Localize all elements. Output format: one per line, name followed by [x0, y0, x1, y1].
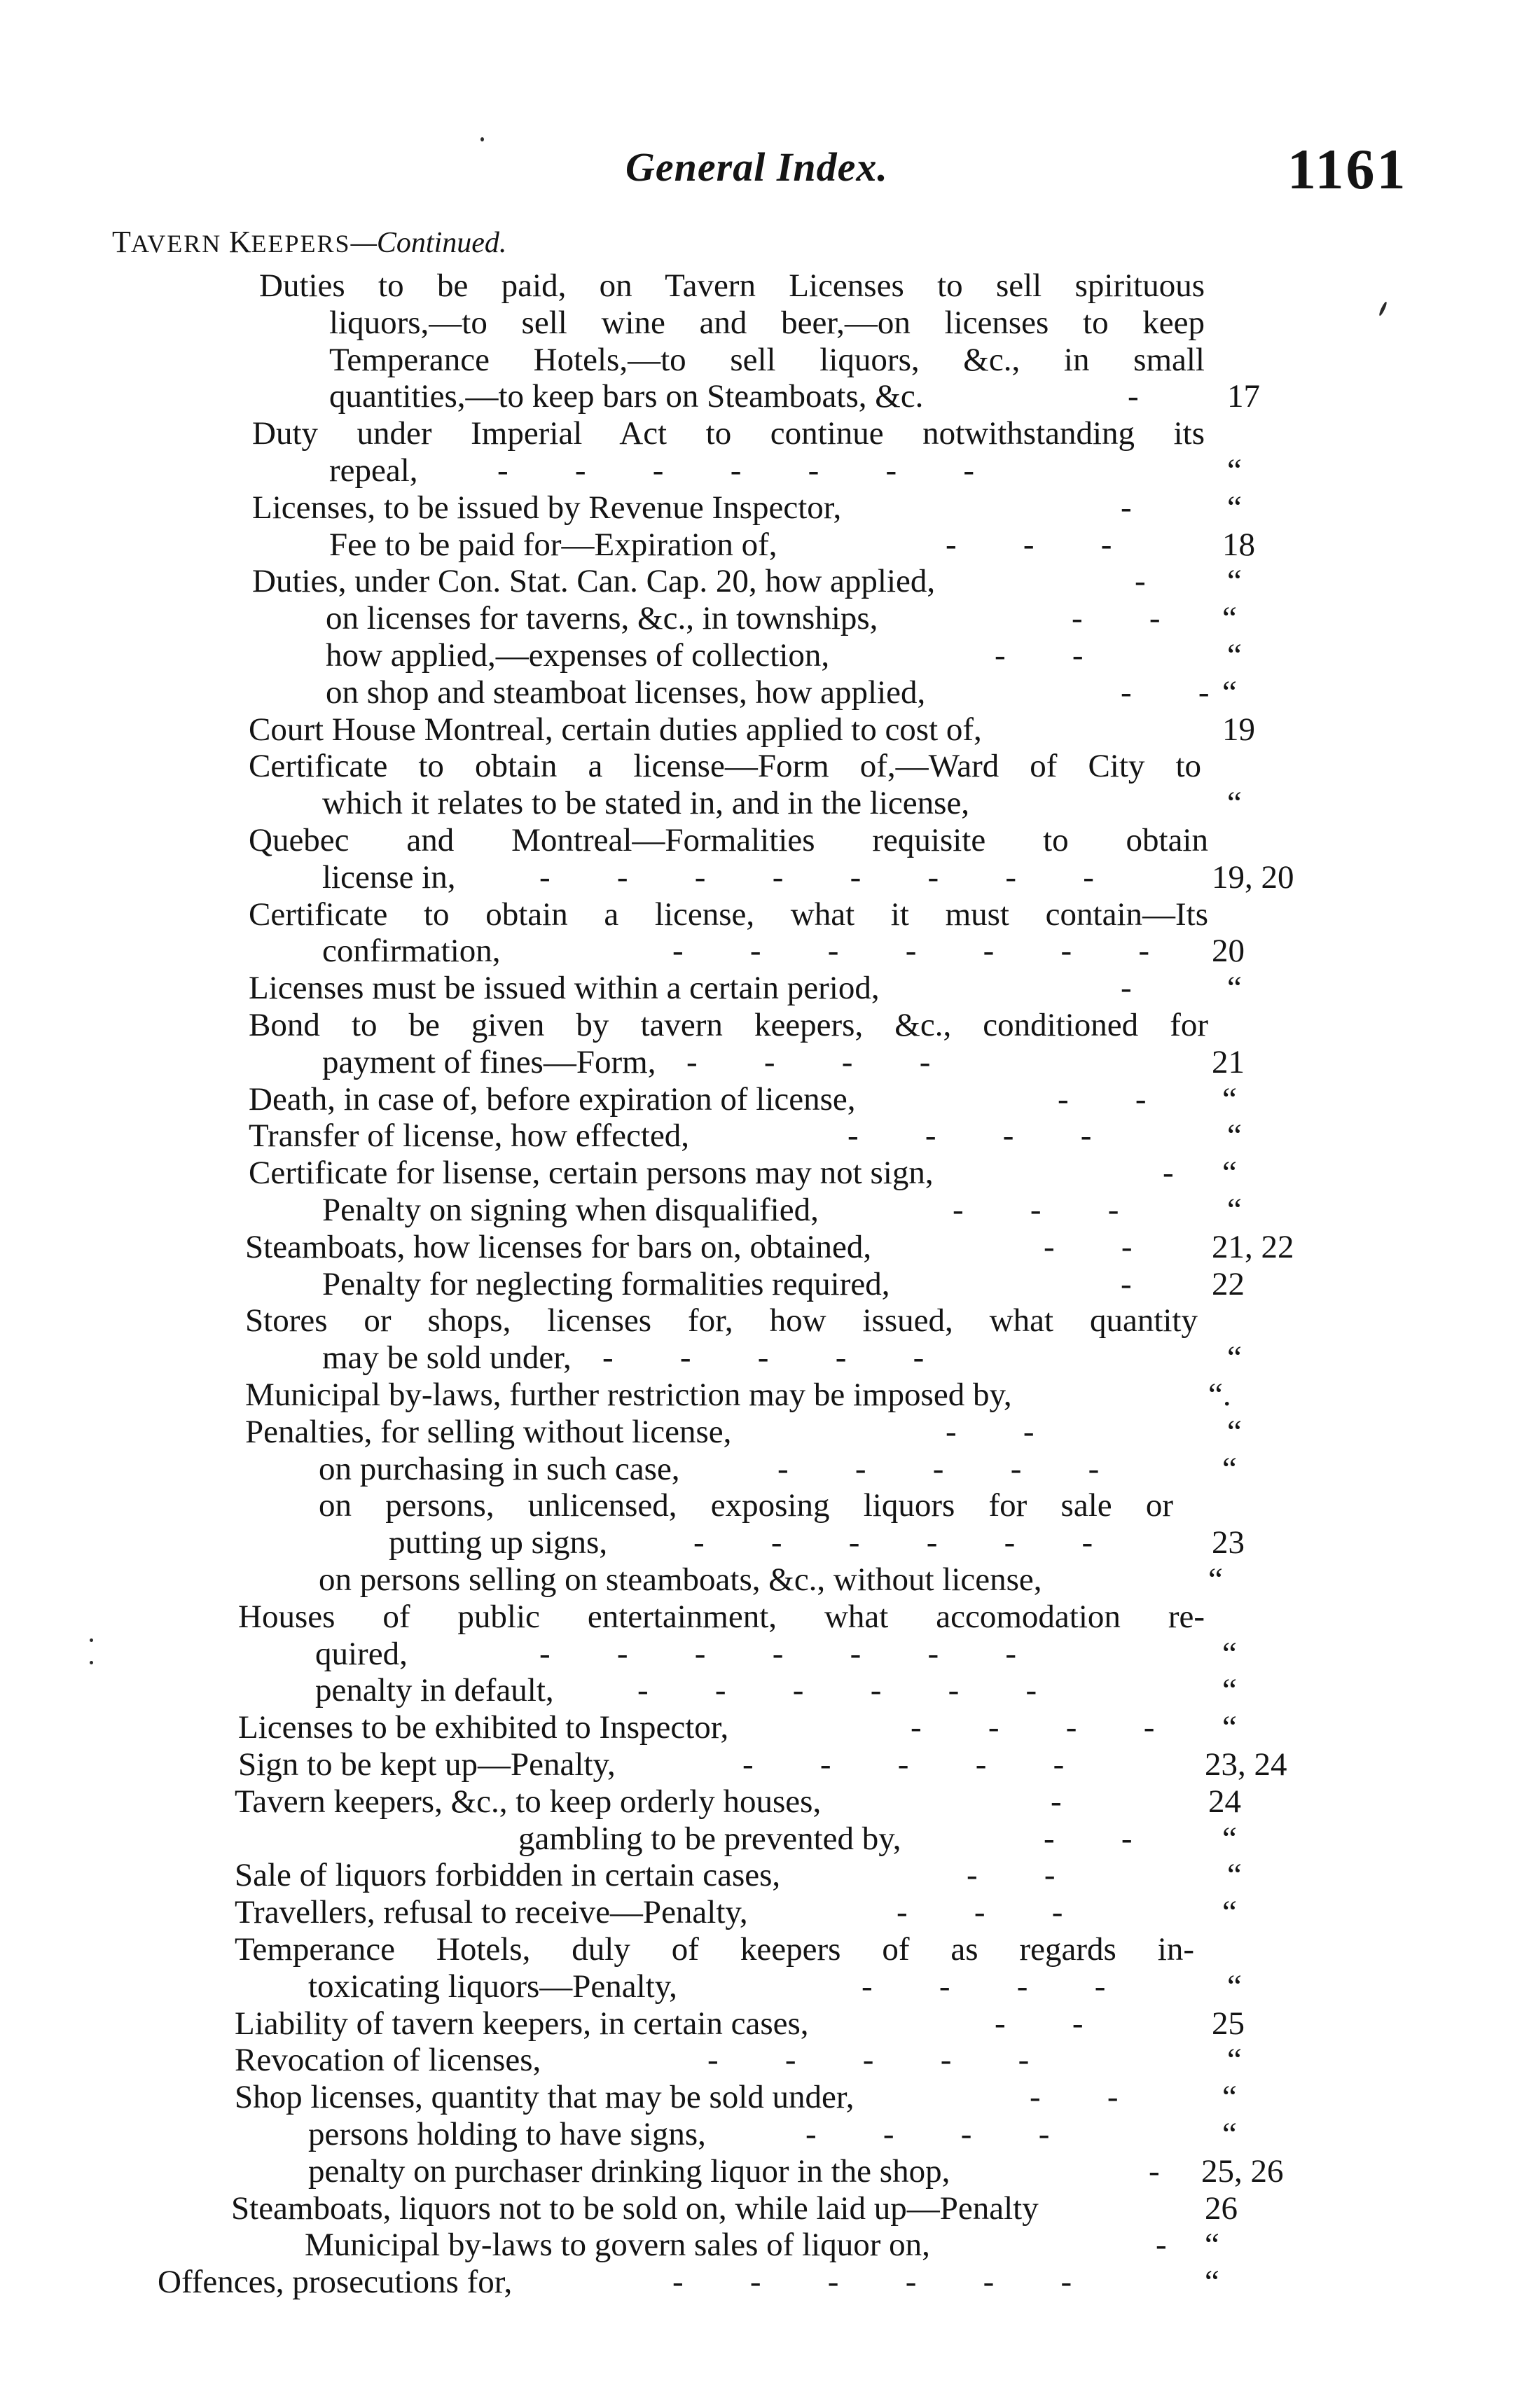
section-heading-smallcaps: TAVERN KEEPERS: [112, 225, 351, 259]
index-entry: [0, 859, 1529, 896]
entry-text: persons holding to have signs,: [308, 2116, 706, 2152]
entry-text: Steamboats, liquors not to be sold on, while laid up—Penalty: [231, 2190, 1039, 2227]
index-entry: [0, 1229, 1529, 1265]
entry-text: Penalties, for selling without license,: [245, 1413, 732, 1450]
entry-leader: -: [1121, 1265, 1132, 1302]
index-entry: [0, 933, 1529, 969]
entry-leader: - -: [946, 1413, 1035, 1450]
entry-text: putting up signs,: [389, 1524, 608, 1561]
entry-leader: -: [1128, 378, 1139, 415]
entry-text: Bond to be given by tavern keepers, &c., conditioned for: [249, 1007, 1208, 1043]
entry-leader: - -: [1030, 2079, 1119, 2116]
entry-page-ref: “: [1222, 1672, 1237, 1709]
entry-page-ref: “: [1222, 2116, 1237, 2152]
entry-leader: - - - - - - -: [539, 1635, 1017, 1672]
entry-text: Certificate to obtain a license, what it must contain—Its: [249, 896, 1208, 933]
entry-text: liquors,—to sell wine and beer,—on licenses to keep: [329, 304, 1205, 341]
entry-page-ref: “: [1222, 1820, 1237, 1857]
index-entry: [0, 1746, 1529, 1783]
entry-page-ref: “: [1227, 1968, 1242, 2005]
index-entry: [0, 1451, 1529, 1487]
index-entry: [0, 1302, 1529, 1339]
page-number: 1161: [1287, 137, 1408, 201]
index-entry: [0, 2042, 1529, 2078]
entry-text: Licenses, to be issued by Revenue Inspector,: [252, 489, 842, 526]
entry-page-ref: “: [1227, 785, 1242, 822]
entry-text: Temperance Hotels,—to sell liquors, &c., in small: [329, 341, 1205, 378]
index-entry: [0, 970, 1529, 1006]
index-entry: [0, 2227, 1529, 2263]
entry-page-ref: 25: [1212, 2005, 1245, 2042]
entry-text: Court House Montreal, certain duties applied to cost of,: [249, 711, 982, 748]
index-entry: [0, 1783, 1529, 1820]
entry-text: Liability of tavern keepers, in certain cases,: [235, 2005, 809, 2042]
index-entry: [0, 1377, 1529, 1413]
entry-page-ref: “: [1227, 1413, 1242, 1450]
print-speck: [90, 1638, 93, 1642]
entry-page-ref: 21: [1212, 1043, 1245, 1080]
entry-leader: - - - -: [911, 1709, 1155, 1746]
entry-text: Licenses must be issued within a certain period,: [249, 970, 880, 1007]
index-entry: [0, 896, 1529, 933]
entry-text: how applied,—expenses of collection,: [326, 637, 830, 674]
entry-leader: - - - - - -: [693, 1524, 1093, 1561]
index-entry: [0, 1561, 1529, 1598]
entry-text: Tavern keepers, &c., to keep orderly houses,: [235, 1783, 822, 1820]
entry-page-ref: “.: [1208, 1377, 1231, 1413]
index-entry: [0, 600, 1529, 636]
index-entry: [0, 748, 1529, 784]
entry-page-ref: “: [1227, 2042, 1242, 2079]
index-entry: [0, 637, 1529, 674]
index-entry: [0, 2190, 1529, 2227]
entry-page-ref: “: [1227, 970, 1242, 1007]
entry-text: on shop and steamboat licenses, how applied,: [326, 674, 926, 711]
index-entry: [0, 1044, 1529, 1080]
entry-leader: - - - - - - -: [672, 933, 1150, 970]
print-speck: [90, 1661, 93, 1664]
entry-text: Penalty on signing when disqualified,: [322, 1192, 819, 1228]
index-entry: [0, 305, 1529, 341]
entry-leader: - - - -: [686, 1043, 931, 1080]
entry-leader: - -: [995, 2005, 1084, 2042]
entry-page-ref: “: [1222, 1450, 1237, 1487]
entry-leader: - - -: [953, 1192, 1119, 1228]
index-entry: [0, 1857, 1529, 1893]
index-entry: [0, 1672, 1529, 1708]
entry-page-ref: “: [1222, 1080, 1237, 1118]
entry-leader: - -: [967, 1857, 1056, 1894]
entry-text: Steamboats, how licenses for bars on, obtained,: [245, 1228, 872, 1265]
entry-text: license in,: [322, 858, 456, 896]
index-entry: [0, 1599, 1529, 1635]
index-entry: [0, 1487, 1529, 1524]
index-entry: [0, 1118, 1529, 1154]
index-entry: [0, 1007, 1529, 1043]
entry-text: Houses of public entertainment, what accomodation re-: [238, 1598, 1205, 1635]
entry-page-ref: 19: [1222, 711, 1255, 748]
entry-text: penalty on purchaser drinking liquor in the shop,: [308, 2152, 950, 2190]
entry-text: Revocation of licenses,: [235, 2042, 541, 2079]
index-entry: [0, 452, 1529, 489]
index-entry: [0, 2264, 1529, 2300]
index-entry: [0, 674, 1529, 711]
entry-text: on licenses for taverns, &c., in townships,: [326, 600, 878, 637]
index-entry: [0, 1636, 1529, 1672]
entry-leader: -: [1121, 489, 1132, 526]
entry-text: quantities,—to keep bars on Steamboats, &c.: [329, 378, 924, 415]
index-entry: [0, 1081, 1529, 1118]
entry-text: Municipal by-laws, further restriction may be imposed by,: [245, 1377, 1012, 1413]
entry-page-ref: “: [1222, 2079, 1237, 2116]
entry-leader: -: [1163, 1155, 1174, 1192]
entry-leader: -: [1156, 2227, 1167, 2264]
index-entry: [0, 342, 1529, 378]
entry-leader: - -: [1121, 674, 1210, 711]
entry-page-ref: 22: [1212, 1265, 1245, 1302]
entry-text: Fee to be paid for—Expiration of,: [329, 526, 777, 563]
index-entry: [0, 1339, 1529, 1376]
entry-text: confirmation,: [322, 933, 501, 970]
entry-text: Travellers, refusal to receive—Penalty,: [235, 1894, 748, 1931]
entry-leader: - -: [1044, 1228, 1133, 1265]
entry-leader: - - - -: [805, 2116, 1050, 2152]
index-entry: [0, 711, 1529, 748]
running-head-title: General Index.: [625, 144, 888, 190]
index-entry: [0, 378, 1529, 415]
entry-text: on purchasing in such case,: [319, 1450, 680, 1487]
index-entry: [0, 1968, 1529, 2005]
entry-page-ref: “: [1227, 489, 1242, 526]
entry-leader: - - - - - -: [672, 2264, 1072, 2301]
index-entry: [0, 1931, 1529, 1968]
index-entry: [0, 527, 1529, 563]
entry-page-ref: 25, 26: [1201, 2152, 1284, 2190]
index-entry: [0, 1894, 1529, 1930]
index-entry: [0, 489, 1529, 526]
entry-text: repeal,: [329, 452, 418, 489]
entry-leader: - - - - -: [777, 1450, 1100, 1487]
index-entry: [0, 415, 1529, 452]
index-entry: [0, 2116, 1529, 2152]
entry-leader: - - - -: [847, 1118, 1092, 1155]
entry-leader: -: [1135, 563, 1146, 600]
entry-text: toxicating liquors—Penalty,: [308, 1968, 677, 2005]
entry-leader: - - - - -: [707, 2042, 1030, 2079]
running-head: [0, 137, 1529, 200]
entry-leader: - -: [1044, 1820, 1133, 1857]
entry-leader: - - - - - -: [637, 1672, 1037, 1709]
entry-text: Sign to be kept up—Penalty,: [238, 1746, 616, 1783]
index-entry: [0, 1414, 1529, 1450]
entry-page-ref: 17: [1227, 378, 1260, 415]
entry-page-ref: 26: [1205, 2190, 1238, 2227]
entry-text: Death, in case of, before expiration of license,: [249, 1080, 856, 1118]
entry-text: Shop licenses, quantity that may be sold under,: [235, 2079, 855, 2116]
entry-page-ref: “: [1227, 563, 1242, 600]
entry-page-ref: 18: [1222, 526, 1255, 563]
entry-text: Duties, under Con. Stat. Can. Cap. 20, how applied,: [252, 563, 936, 600]
entry-text: on persons, unlicensed, exposing liquors for sale or: [319, 1487, 1173, 1524]
entry-leader: - -: [1072, 600, 1161, 637]
entry-leader: - -: [1058, 1080, 1147, 1118]
entry-leader: - - -: [897, 1894, 1063, 1931]
entry-page-ref: 21, 22: [1212, 1228, 1294, 1265]
index-entry: [0, 563, 1529, 599]
entry-leader: -: [1121, 970, 1132, 1007]
entry-text: Penalty for neglecting formalities required,: [322, 1265, 890, 1302]
index-entry: [0, 2153, 1529, 2190]
entry-page-ref: 23, 24: [1205, 1746, 1287, 1783]
entry-page-ref: “: [1227, 637, 1242, 674]
index-entry: [0, 822, 1529, 858]
entry-text: which it relates to be stated in, and in the license,: [322, 785, 970, 822]
section-heading: [112, 224, 506, 260]
entry-page-ref: 19, 20: [1212, 858, 1294, 896]
entry-text: Temperance Hotels, duly of keepers of as regards in-: [235, 1931, 1194, 1968]
entry-leader: - - - - - - -: [497, 452, 975, 489]
entry-leader: -: [1149, 2152, 1160, 2190]
entry-text: Sale of liquors forbidden in certain cases,: [235, 1857, 781, 1894]
entry-page-ref: “: [1222, 674, 1237, 711]
entry-leader: -: [1051, 1783, 1062, 1820]
entry-text: Duties to be paid, on Tavern Licenses to sell spirituous: [259, 267, 1205, 304]
entry-text: may be sold under,: [322, 1339, 572, 1377]
entry-text: Quebec and Montreal—Formalities requisite to obtain: [249, 822, 1208, 858]
entry-text: Offences, prosecutions for,: [158, 2264, 513, 2301]
entry-text: quired,: [315, 1635, 408, 1672]
index-entry: [0, 1192, 1529, 1228]
entry-page-ref: “: [1227, 452, 1242, 489]
index-entry: [0, 1524, 1529, 1561]
section-heading-continued: —Continued.: [350, 227, 507, 259]
entry-text: Stores or shops, licenses for, how issued, what quantity: [245, 1302, 1198, 1339]
entry-page-ref: “: [1222, 600, 1237, 637]
index-entry: [0, 1266, 1529, 1302]
entry-page-ref: “: [1208, 1561, 1223, 1598]
entry-page-ref: 23: [1212, 1524, 1245, 1561]
entry-page-ref: “: [1227, 1857, 1242, 1894]
entry-page-ref: “: [1222, 1894, 1237, 1931]
entry-page-ref: 24: [1208, 1783, 1241, 1820]
entry-leader: - - - - -: [602, 1339, 925, 1377]
entry-page-ref: “: [1205, 2227, 1219, 2264]
index-entry: [0, 1709, 1529, 1746]
entry-page-ref: “: [1227, 1192, 1242, 1228]
entry-leader: - - - - -: [742, 1746, 1065, 1783]
entry-page-ref: “: [1227, 1339, 1242, 1377]
entry-page-ref: “: [1222, 1635, 1237, 1672]
entry-text: Certificate to obtain a license—Form of,—Ward of City to: [249, 748, 1201, 785]
index-entry: [0, 2005, 1529, 2042]
entry-page-ref: “: [1222, 1709, 1237, 1746]
entry-text: penalty in default,: [315, 1672, 554, 1709]
index-entry: [0, 1821, 1529, 1857]
index-entry: [0, 2079, 1529, 2115]
entry-page-ref: “: [1227, 1118, 1242, 1155]
index-entry: [0, 267, 1529, 304]
entry-leader: - - - -: [862, 1968, 1106, 2005]
entry-page-ref: “: [1205, 2264, 1219, 2301]
index-entry: [0, 785, 1529, 821]
entry-text: Municipal by-laws to govern sales of liquor on,: [305, 2227, 930, 2264]
entry-page-ref: 20: [1212, 933, 1245, 970]
index-entry: [0, 1155, 1529, 1191]
entry-text: Duty under Imperial Act to continue notwithstanding its: [252, 415, 1205, 452]
entry-text: gambling to be prevented by,: [518, 1820, 901, 1857]
entry-leader: - - - - - - - -: [539, 858, 1094, 896]
entry-leader: - - -: [946, 526, 1112, 563]
entry-leader: - -: [995, 637, 1084, 674]
entry-text: Licenses to be exhibited to Inspector,: [238, 1709, 729, 1746]
entry-text: Transfer of license, how effected,: [249, 1118, 690, 1155]
print-speck: [480, 137, 484, 141]
entry-text: payment of fines—Form,: [322, 1043, 656, 1080]
entry-text: Certificate for lisense, certain persons may not sign,: [249, 1155, 934, 1192]
entry-text: on persons selling on steamboats, &c., without license,: [319, 1561, 1042, 1598]
entry-page-ref: “: [1222, 1155, 1237, 1192]
